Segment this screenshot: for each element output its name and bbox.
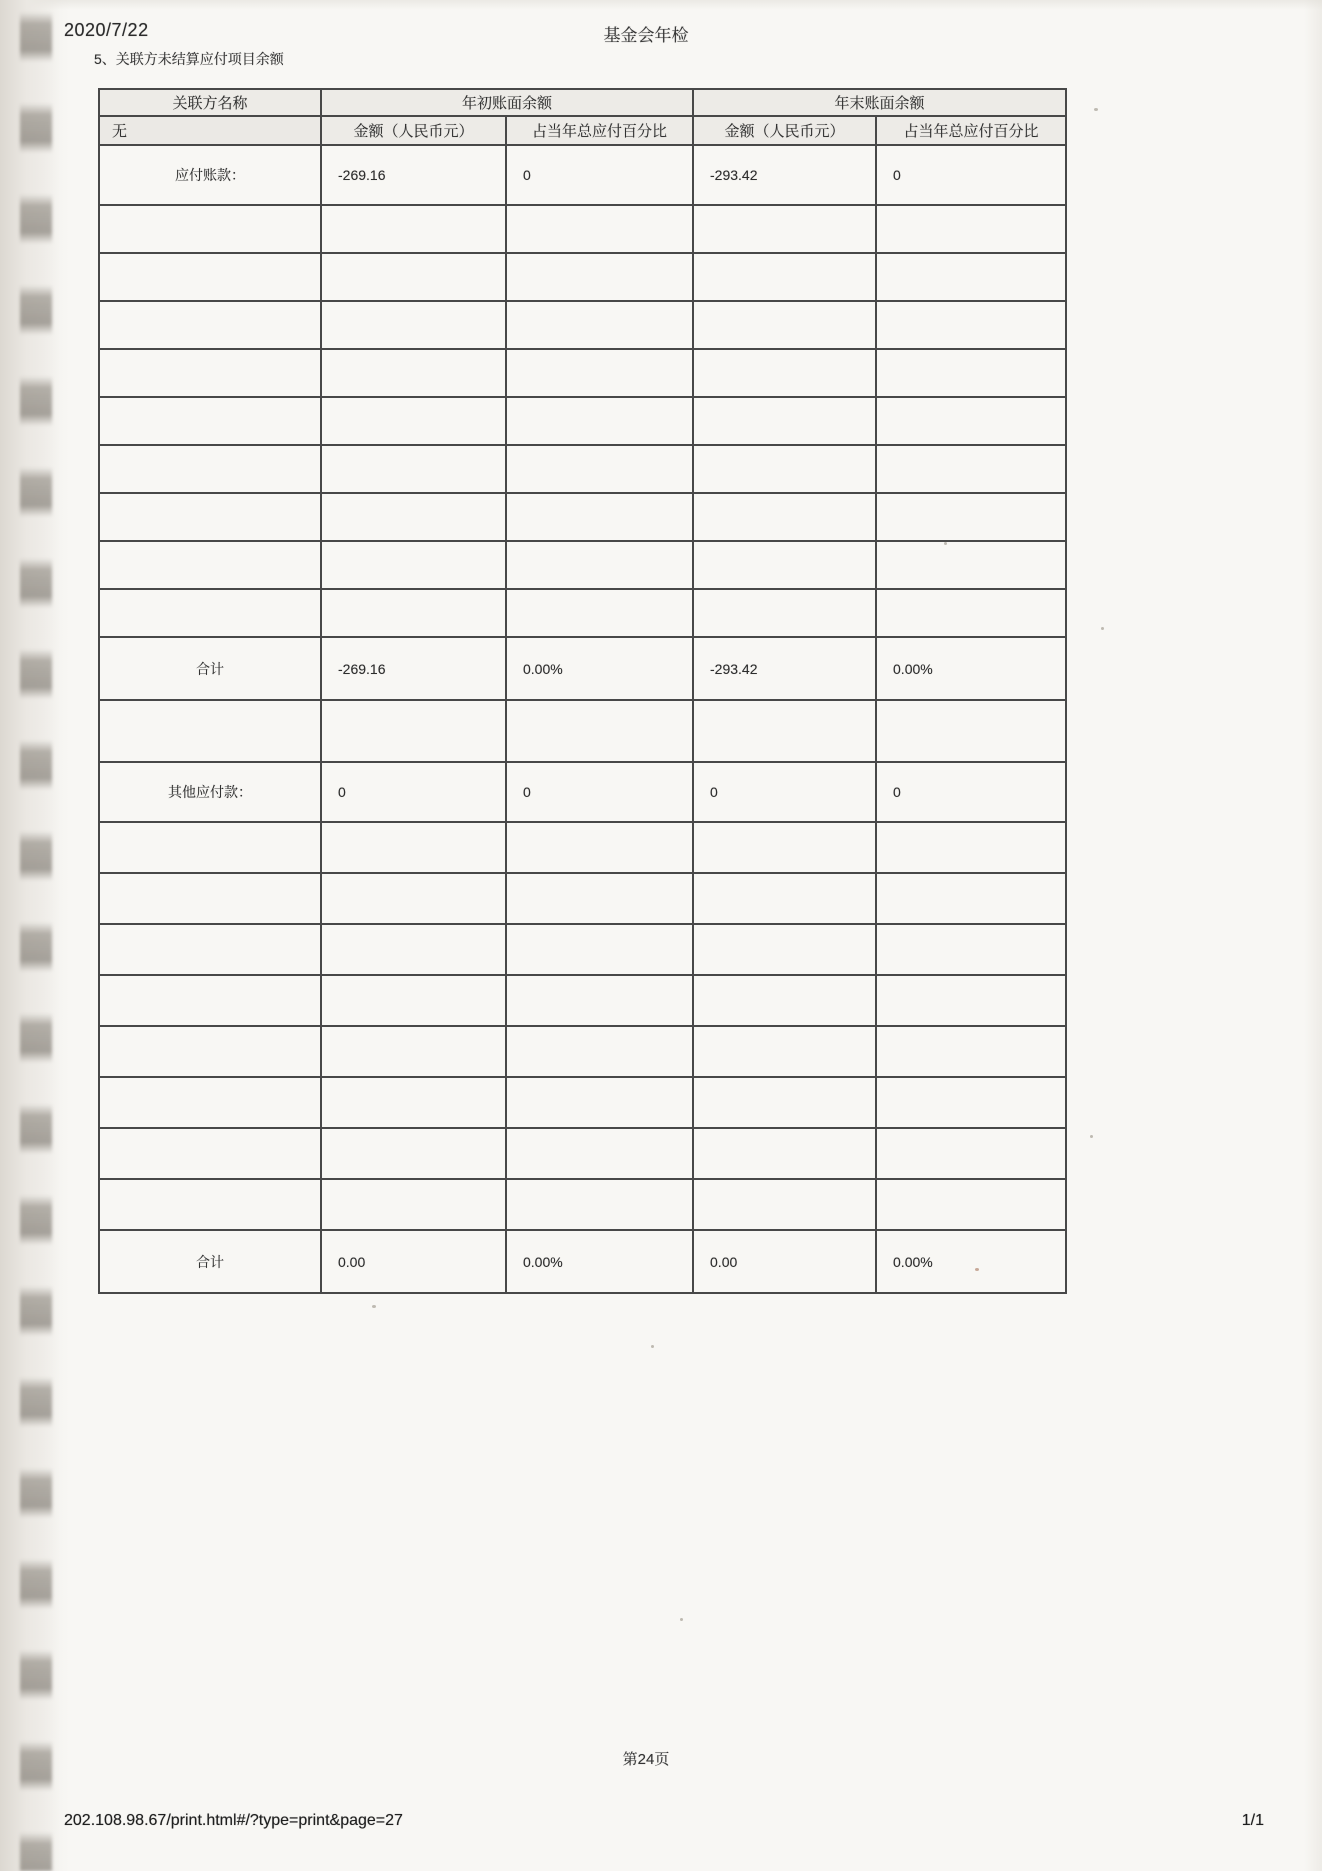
opening-amount-value: 0.00 — [321, 1230, 506, 1293]
closing-amount-value: 0.00 — [693, 1230, 876, 1293]
binding-strip — [0, 0, 60, 1871]
opening-percent-value: 0 — [506, 145, 693, 205]
empty-row — [99, 349, 1066, 397]
empty-row — [99, 589, 1066, 637]
opening-amount-value: -269.16 — [321, 145, 506, 205]
footer-sheet-indicator: 1/1 — [1241, 1812, 1264, 1829]
empty-row — [99, 1026, 1066, 1077]
col-header-opening-percent: 占当年总应付百分比 — [506, 116, 693, 145]
empty-row — [99, 822, 1066, 873]
empty-row — [99, 1128, 1066, 1179]
closing-percent-value: 0 — [876, 145, 1066, 205]
col-header-related-party: 关联方名称 — [99, 89, 321, 116]
empty-row — [99, 700, 1066, 762]
col-header-closing-amount: 金额（人民币元） — [693, 116, 876, 145]
empty-row — [99, 253, 1066, 301]
opening-amount-value: 0 — [321, 762, 506, 822]
other-payables-total-row — [99, 1230, 1066, 1293]
empty-row — [99, 1179, 1066, 1230]
empty-row — [99, 924, 1066, 975]
related-party-payables-table — [98, 88, 1067, 1294]
empty-row — [99, 493, 1066, 541]
closing-percent-value: 0.00% — [876, 637, 1066, 700]
opening-amount-value: -269.16 — [321, 637, 506, 700]
binding-hole-marks — [20, 0, 52, 1871]
document-title: 基金会年检 — [603, 26, 689, 45]
section-heading: 5、关联方未结算应付项目余额 — [94, 51, 284, 67]
col-group-opening-balance: 年初账面余额 — [321, 89, 693, 116]
table-subheader-row — [99, 116, 1066, 145]
other-payables-row — [99, 762, 1066, 822]
table-header-group-row — [99, 89, 1066, 116]
col-header-opening-amount: 金额（人民币元） — [321, 116, 506, 145]
opening-percent-value: 0.00% — [506, 1230, 693, 1293]
opening-percent-value: 0.00% — [506, 637, 693, 700]
closing-percent-value: 0.00% — [876, 1230, 1066, 1293]
empty-row — [99, 1077, 1066, 1128]
col-group-closing-balance: 年末账面余额 — [693, 89, 1066, 116]
closing-amount-value: -293.42 — [693, 145, 876, 205]
scan-speck — [651, 1345, 654, 1348]
scan-speck — [372, 1305, 376, 1308]
row-label: 合计 — [99, 1230, 321, 1293]
scan-speck — [1101, 627, 1104, 630]
scan-speck — [944, 542, 947, 545]
col-header-closing-percent: 占当年总应付百分比 — [876, 116, 1066, 145]
accounts-payable-row — [99, 145, 1066, 205]
scan-speck — [975, 1268, 979, 1271]
scan-speck — [1090, 1135, 1093, 1138]
empty-row — [99, 975, 1066, 1026]
row-label: 其他应付款： — [99, 762, 321, 822]
closing-amount-value: 0 — [693, 762, 876, 822]
empty-row — [99, 205, 1066, 253]
scan-speck — [680, 1618, 683, 1621]
row-label: 应付账款： — [99, 145, 321, 205]
empty-row — [99, 541, 1066, 589]
print-date: 2020/7/22 — [64, 20, 149, 40]
closing-percent-value: 0 — [876, 762, 1066, 822]
footer-print-url: 202.108.98.67/print.html#/?type=print&page=27 — [64, 1812, 403, 1829]
opening-percent-value: 0 — [506, 762, 693, 822]
empty-row — [99, 397, 1066, 445]
scan-speck — [1094, 108, 1098, 111]
closing-amount-value: -293.42 — [693, 637, 876, 700]
row-label: 合计 — [99, 637, 321, 700]
page-number: 第24页 — [622, 1751, 670, 1768]
empty-row — [99, 445, 1066, 493]
related-party-none-cell: 无 — [99, 116, 321, 145]
accounts-payable-total-row — [99, 637, 1066, 700]
empty-row — [99, 873, 1066, 924]
empty-row — [99, 301, 1066, 349]
